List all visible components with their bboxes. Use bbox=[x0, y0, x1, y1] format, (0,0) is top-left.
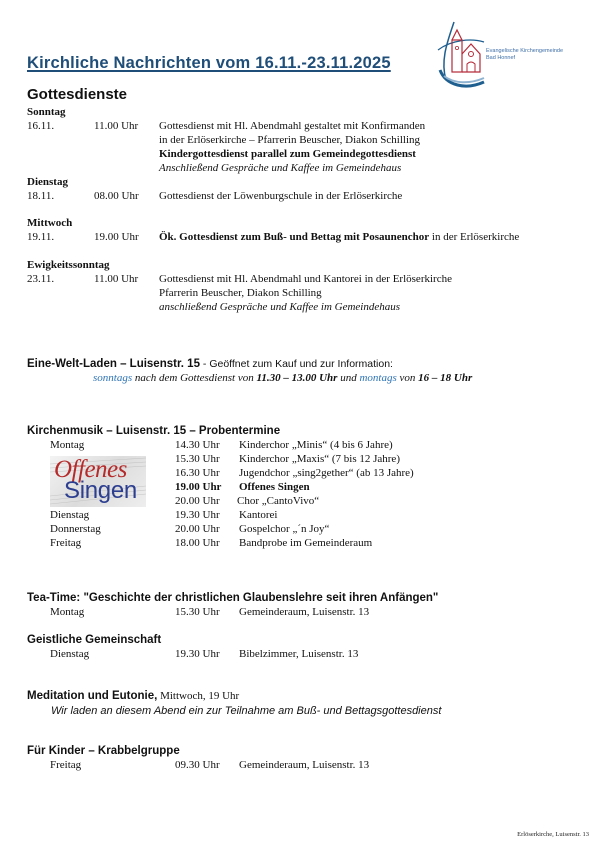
service-note: anschließend Gespräche und Kaffee im Gemeindehaus bbox=[159, 301, 401, 313]
day-label: Mittwoch bbox=[27, 217, 73, 229]
page-title: Kirchliche Nachrichten vom 16.11.-23.11.2025 bbox=[27, 54, 391, 72]
rehearsal-time: 20.00 Uhr bbox=[175, 495, 220, 507]
text: nach dem Gottesdienst von bbox=[132, 372, 257, 384]
service-desc: Pfarrerin Beuscher, Diakon Schilling bbox=[159, 287, 322, 299]
section-heading-krabbelgruppe: Für Kinder – Krabbelgruppe bbox=[27, 745, 180, 757]
service-desc-bold: Ök. Gottesdienst zum Buß- und Bettag mit Posaunenchor bbox=[159, 231, 430, 243]
text: und bbox=[337, 372, 360, 384]
offenes-singen-image bbox=[50, 456, 146, 507]
heading-subtext: - Geöffnet zum Kauf und zur Information: bbox=[199, 358, 393, 370]
event-day: Freitag bbox=[50, 759, 82, 771]
time-range: 16 – 18 Uhr bbox=[418, 372, 473, 384]
event-time: 09.30 Uhr bbox=[175, 759, 220, 771]
day-sonntags: sonntags bbox=[93, 372, 133, 384]
service-desc: Gottesdienst mit Hl. Abendmahl gestaltet mit Konfirmanden bbox=[159, 120, 426, 132]
service-time: 11.00 Uhr bbox=[94, 120, 139, 132]
event-place: Gemeinderaum, Luisenstr. 13 bbox=[239, 606, 370, 618]
service-date: 23.11. bbox=[27, 273, 55, 285]
event-place: Gemeinderaum, Luisenstr. 13 bbox=[239, 759, 370, 771]
rehearsal-time: 19.00 Uhr bbox=[175, 481, 222, 493]
heading-text: Eine-Welt-Laden – Luisenstr. 15 bbox=[27, 358, 200, 370]
service-desc: Gottesdienst der Löwenburgschule in der Erlöserkirche bbox=[159, 190, 403, 202]
rehearsal-time: 18.00 Uhr bbox=[175, 537, 220, 549]
rehearsal-desc: Offenes Singen bbox=[239, 481, 310, 493]
rehearsal-desc: Chor „CantoVivo“ bbox=[237, 495, 320, 507]
section-heading-gottesdienste: Gottesdienste bbox=[27, 86, 128, 103]
service-date: 16.11. bbox=[27, 120, 55, 132]
section-heading-meditation bbox=[27, 690, 239, 702]
church-icon bbox=[436, 20, 486, 92]
section-heading-eine-welt-laden bbox=[27, 358, 393, 370]
rehearsal-desc: Kinderchor „Maxis“ (7 bis 12 Jahre) bbox=[239, 453, 400, 465]
logo-text-line1: Evangelische Kirchengemeinde bbox=[486, 48, 564, 54]
rehearsal-desc: Kinderchor „Minis“ (4 bis 6 Jahre) bbox=[239, 439, 393, 451]
logo-text-line2: Bad Honnef bbox=[486, 55, 516, 61]
footer-address: Erlöserkirche, Luisenstr. 13 bbox=[517, 831, 589, 838]
service-desc: in der Erlöserkirche – Pfarrerin Beuscher, Diakon Schilling bbox=[159, 134, 421, 146]
rehearsal-desc: Gospelchor „´n Joy“ bbox=[239, 523, 330, 535]
section-heading-tea-time: Tea-Time: "Geschichte der christlichen Glaubenslehre seit ihren Anfängen" bbox=[27, 592, 439, 604]
day-label: Sonntag bbox=[27, 106, 66, 118]
heading-when: Mittwoch, 19 Uhr bbox=[157, 690, 240, 702]
rehearsal-day: Dienstag bbox=[50, 509, 90, 521]
event-day: Dienstag bbox=[50, 648, 90, 660]
church-logo bbox=[436, 20, 601, 92]
rehearsal-time: 14.30 Uhr bbox=[175, 439, 220, 451]
rehearsal-time: 16.30 Uhr bbox=[175, 467, 220, 479]
rehearsal-desc: Kantorei bbox=[239, 509, 278, 521]
event-time: 15.30 Uhr bbox=[175, 606, 220, 618]
service-note: Anschließend Gespräche und Kaffee im Gemeindehaus bbox=[159, 162, 402, 174]
time-range: 11.30 – 13.00 Uhr bbox=[256, 372, 338, 384]
service-date: 18.11. bbox=[27, 190, 55, 202]
event-place: Bibelzimmer, Luisenstr. 13 bbox=[239, 648, 359, 660]
text: von bbox=[396, 372, 419, 384]
day-montags: montags bbox=[359, 372, 397, 384]
image-text-singen: Singen bbox=[64, 477, 137, 504]
rehearsal-time: 20.00 Uhr bbox=[175, 523, 220, 535]
rehearsal-day: Montag bbox=[50, 439, 85, 451]
meditation-note: Wir laden an diesem Abend ein zur Teilnahme am Buß- und Bettagsgottesdienst bbox=[51, 705, 442, 717]
section-heading-kirchenmusik: Kirchenmusik – Luisenstr. 15 – Probentermine bbox=[27, 425, 281, 437]
logo-text bbox=[486, 48, 563, 62]
image-text-offenes: Offenes bbox=[54, 456, 127, 483]
kindergottesdienst-note: Kindergottesdienst parallel zum Gemeindegottesdienst bbox=[159, 148, 416, 160]
service-desc-normal: in der Erlöserkirche bbox=[429, 231, 520, 243]
service-date: 19.11. bbox=[27, 231, 55, 243]
eine-welt-hours bbox=[93, 372, 472, 386]
rehearsal-day: Donnerstag bbox=[50, 523, 101, 535]
section-heading-geistliche-gemeinschaft: Geistliche Gemeinschaft bbox=[27, 634, 162, 646]
rehearsal-time: 15.30 Uhr bbox=[175, 453, 220, 465]
event-day: Montag bbox=[50, 606, 85, 618]
service-time: 08.00 Uhr bbox=[94, 190, 139, 202]
service-time: 11.00 Uhr bbox=[94, 273, 139, 285]
rehearsal-time: 19.30 Uhr bbox=[175, 509, 220, 521]
heading-text: Meditation und Eutonie, bbox=[27, 690, 158, 702]
event-time: 19.30 Uhr bbox=[175, 648, 220, 660]
rehearsal-desc: Jugendchor „sing2gether“ (ab 13 Jahre) bbox=[239, 467, 414, 479]
service-desc bbox=[159, 231, 519, 245]
day-label: Dienstag bbox=[27, 176, 68, 188]
service-time: 19.00 Uhr bbox=[94, 231, 139, 243]
service-desc: Gottesdienst mit Hl. Abendmahl und Kantorei in der Erlöserkirche bbox=[159, 273, 452, 285]
day-label: Ewigkeitssonntag bbox=[27, 259, 110, 271]
rehearsal-desc: Bandprobe im Gemeinderaum bbox=[239, 537, 373, 549]
rehearsal-day: Freitag bbox=[50, 537, 82, 549]
